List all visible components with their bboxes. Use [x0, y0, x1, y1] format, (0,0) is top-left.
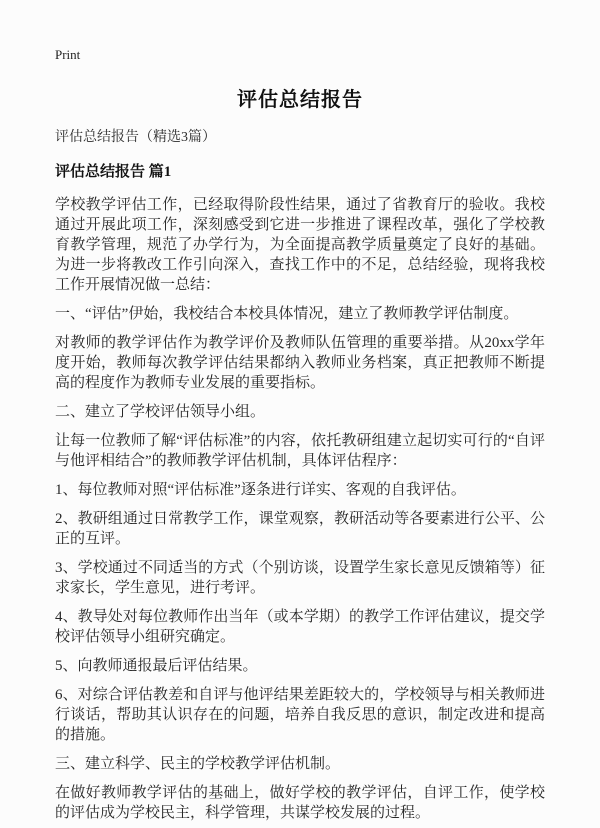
paragraph: 对教师的教学评估作为教学评价及教师队伍管理的重要举措。从20xx学年度开始，教师每次教学评估结果都纳入教师业务档案，真正把教师不断提高的程度作为教师专业发展的重要指标。	[55, 335, 545, 391]
paragraph: 在做好教师教学评估的基础上，做好学校的教学评估，自评工作，使学校的评估成为学校民主，科学管理，共谋学校发展的过程。	[55, 785, 545, 821]
print-link[interactable]: Print	[55, 47, 81, 62]
section-heading: 评估总结报告 篇1	[55, 164, 172, 180]
paragraph: 3、学校通过不同适当的方式（个别访谈，设置学生家长意见反馈箱等）征求家长，学生意见，进行考评。	[55, 560, 545, 596]
paragraph: 一、“评估”伊始，我校结合本校具体情况，建立了教师教学评估制度。	[55, 306, 519, 322]
paragraph: 6、对综合评估教差和自评与他评结果差距较大的，学校领导与相关教师进行谈话，帮助其认识存在的问题，培养自我反思的意识，制定改进和提高的措施。	[55, 687, 545, 743]
document-body	[55, 195, 545, 823]
paragraph: 学校教学评估工作，已经取得阶段性结果，通过了省教育厅的验收。我校通过开展此项工作，深刻感受到它进一步推进了课程改革，强化了学校教育教学管理，规范了办学行为，为全面提高教学质量奠定了良好的基础。为进一步将教改工作引向深入，查找工作中的不足，总结经验，现将我校工作开展情况做一总结：	[55, 197, 545, 293]
paragraph: 1、每位教师对照“评估标准”逐条进行详实、客观的自我评估。	[55, 482, 466, 498]
paragraph: 2、教研组通过日常教学工作，课堂观察，教研活动等各要素进行公平、公正的互评。	[55, 511, 545, 547]
document-subtitle: 评估总结报告（精选3篇）	[55, 130, 216, 145]
paragraph: 5、向教师通报最后评估结果。	[55, 658, 258, 674]
document-title: 评估总结报告	[237, 89, 363, 111]
paragraph: 三、建立科学、民主的学校教学评估机制。	[55, 756, 341, 772]
paragraph: 4、教导处对每位教师作出当年（或本学期）的教学工作评估建议，提交学校评估领导小组研究确定。	[55, 609, 545, 645]
paragraph: 二、建立了学校评估领导小组。	[55, 404, 266, 420]
paragraph: 让每一位教师了解“评估标准”的内容，依托教研组建立起切实可行的“自评与他评相结合”的教师教学评估机制，具体评估程序：	[55, 433, 545, 469]
